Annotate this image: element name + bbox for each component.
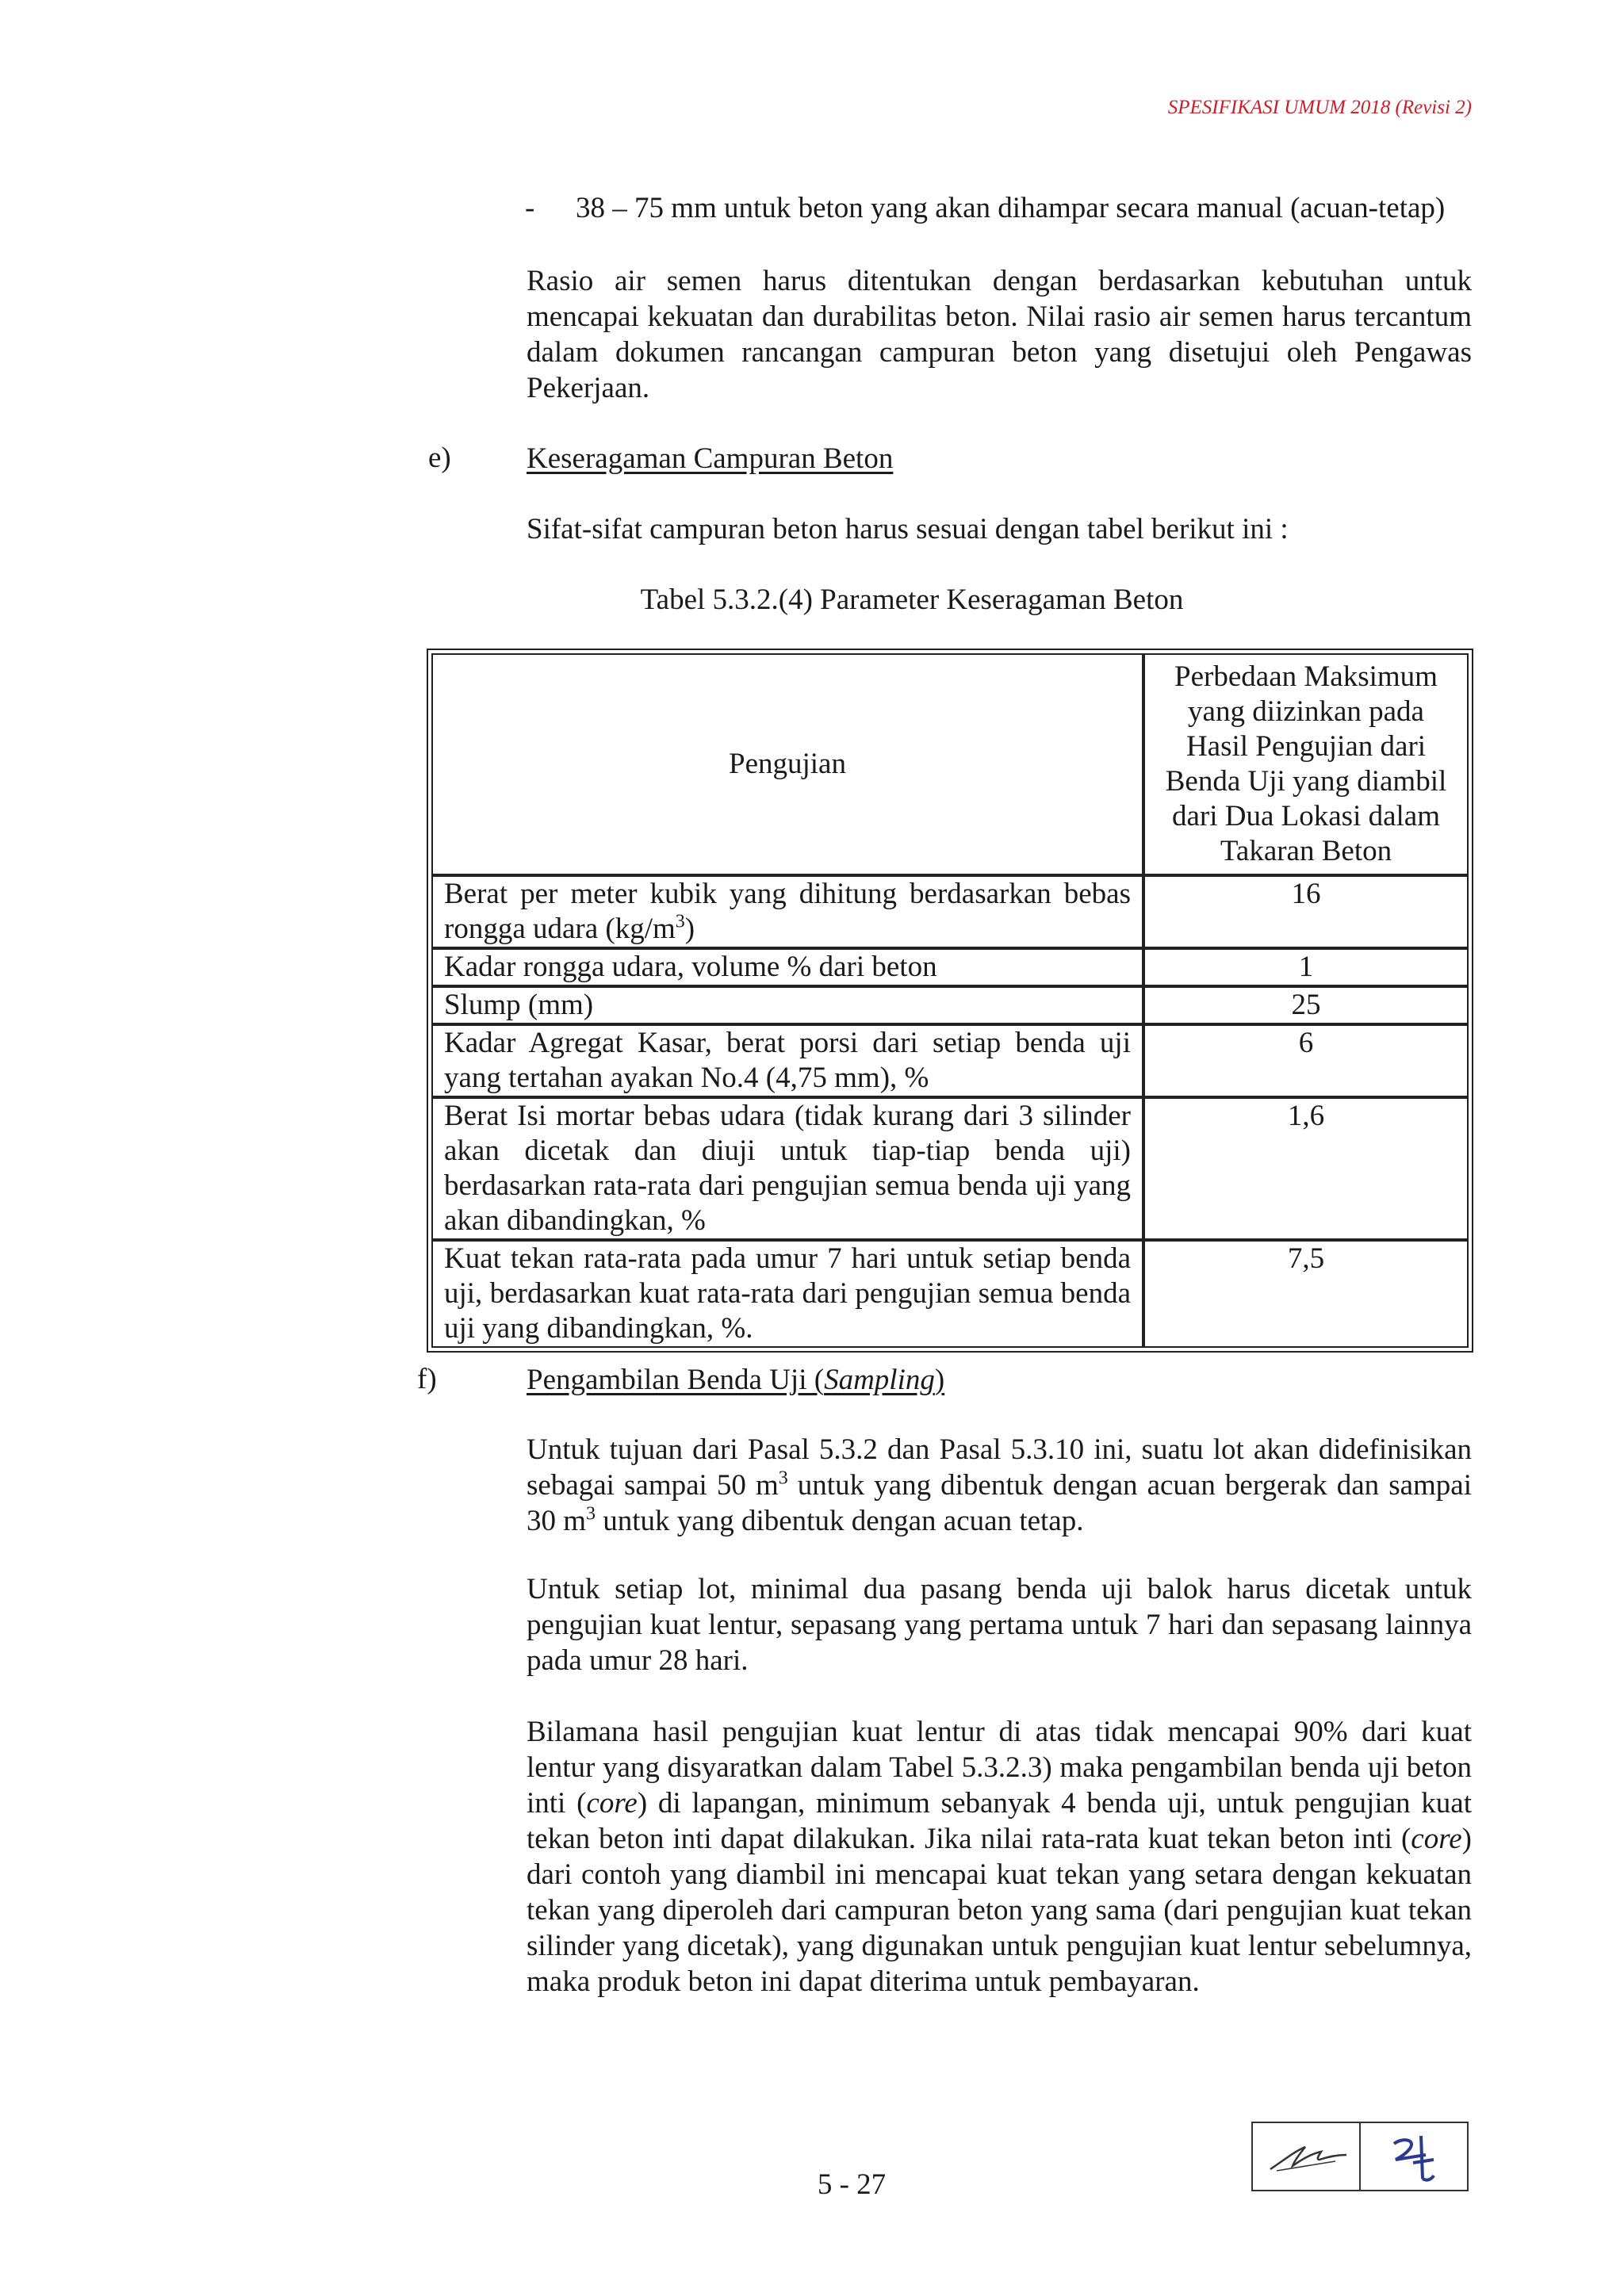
- cell-text-suffix: ): [684, 913, 695, 945]
- section-e-title: Keseragaman Campuran Beton: [527, 442, 894, 475]
- superscript: 3: [586, 1503, 596, 1525]
- section-f-title-italic: Sampling: [824, 1364, 935, 1396]
- table-cell-value: 1,6: [1143, 1097, 1469, 1240]
- italic-term: core: [1411, 1823, 1462, 1855]
- table-cell-test: Kadar Agregat Kasar, berat porsi dari setiap benda uji yang tertahan ayakan No.4 (4,75 mm), %: [431, 1024, 1143, 1097]
- table-row: [431, 1024, 1469, 1097]
- table-cell-value: 7,5: [1143, 1240, 1469, 1348]
- table-cell-test: Kuat tekan rata-rata pada umur 7 hari untuk setiap benda uji, berdasarkan kuat rata-rata dari pengujian semua benda uji yang dibandingkan, %.: [431, 1240, 1143, 1348]
- paragraph-rasio: Rasio air semen harus ditentukan dengan berdasarkan kebutuhan untuk mencapai kekuatan dan durabilitas beton. Nilai rasio air semen harus tercantum dalam dokumen rancangan campuran beton yang disetujui oleh Pengawas Pekerjaan.: [527, 265, 1472, 404]
- table-cell-value: 25: [1143, 986, 1469, 1024]
- text-run: ) di lapangan, minimum sebanyak 4 benda uji, untuk pengujian kuat tekan beton inti dapat dilakukan. Jika nilai rata-rata kuat tekan beton inti (: [527, 1787, 1472, 1855]
- paragraph-beam-specimens: Untuk setiap lot, minimal dua pasang benda uji balok harus dicetak untuk pengujian kuat lentur, sepasang yang pertama untuk 7 hari dan sepasang lainnya pada umur 28 hari.: [527, 1573, 1472, 1677]
- page-number: 5 - 27: [817, 2168, 887, 2201]
- section-e-marker: e): [428, 442, 451, 474]
- table-header-max-difference: Perbedaan Maksimum yang diizinkan pada Hasil Pengujian dari Benda Uji yang diambil dari Dua Lokasi dalam Takaran Beton: [1143, 653, 1469, 875]
- bullet-marker: -: [525, 192, 535, 224]
- superscript: 3: [778, 1468, 788, 1489]
- table-caption: Tabel 5.3.2.(4) Parameter Keseragaman Beton: [640, 584, 1184, 616]
- table-cell-value: 6: [1143, 1024, 1469, 1097]
- superscript: 3: [675, 911, 685, 932]
- table-row: [431, 948, 1469, 986]
- section-f-marker: f): [417, 1363, 437, 1395]
- table-row: [431, 1240, 1469, 1348]
- text-run: ) dari contoh yang diambil ini mencapai kuat tekan yang setara dengan kekuatan tekan yang diperoleh dari campuran beton yang sama (dari pengujian kuat tekan silinder yang dicetak), yang digunakan untuk pengujian kuat lentur sebelumnya, maka produk beton ini dapat diterima untuk pembayaran.: [527, 1823, 1472, 1998]
- text-run: untuk yang dibentuk dengan acuan tetap.: [596, 1505, 1084, 1537]
- table-row: [431, 1097, 1469, 1240]
- table-cell-value: 1: [1143, 948, 1469, 986]
- document-header: SPESIFIKASI UMUM 2018 (Revisi 2): [1167, 97, 1472, 118]
- table-header-row: [431, 653, 1469, 875]
- table-cell-test: [431, 875, 1143, 948]
- cell-text: Berat per meter kubik yang dihitung berdasarkan bebas rongga udara (kg/m: [444, 878, 1131, 945]
- parameter-table: [427, 649, 1473, 1353]
- table-row: [431, 875, 1469, 948]
- text-run: Bilamana hasil pengujian kuat lentur di atas tidak mencapai 90% dari kuat lentur yang disyaratkan dalam Tabel 5.3.2.3) maka pengambilan benda uji beton inti (: [527, 1716, 1472, 1820]
- paragraph-lot-definition: [527, 1432, 1472, 1539]
- section-f-title-prefix: Pengambilan Benda Uji (: [527, 1364, 825, 1396]
- section-f-title: [527, 1362, 944, 1398]
- table-cell-test: Slump (mm): [431, 986, 1143, 1024]
- section-e-intro: Sifat-sifat campuran beton harus sesuai dengan tabel berikut ini :: [527, 513, 1289, 545]
- paragraph-core-testing: [527, 1714, 1472, 1999]
- bullet-text: 38 – 75 mm untuk beton yang akan dihampar secara manual (acuan-tetap): [576, 192, 1446, 224]
- section-f-title-suffix: ): [934, 1364, 945, 1396]
- text-run: Untuk tujuan dari Pasal 5.3.2 dan Pasal 5.3.10 ini, suatu lot akan didefinisikan sebagai sampai 50 m: [527, 1433, 1472, 1502]
- table-cell-test: Kadar rongga udara, volume % dari beton: [431, 948, 1143, 986]
- table-row: [431, 986, 1469, 1024]
- text-run: untuk yang dibentuk dengan acuan bergerak dan sampai 30 m: [527, 1469, 1473, 1537]
- italic-term: core: [586, 1787, 638, 1820]
- table-header-test: Pengujian: [431, 653, 1143, 875]
- table-cell-test: Berat Isi mortar bebas udara (tidak kurang dari 3 silinder akan dicetak dan diuji untuk tiap-tiap benda uji) berdasarkan rata-rata dari pengujian semua benda uji yang akan dibandingkan, %: [431, 1097, 1143, 1240]
- table-cell-value: 16: [1143, 875, 1469, 948]
